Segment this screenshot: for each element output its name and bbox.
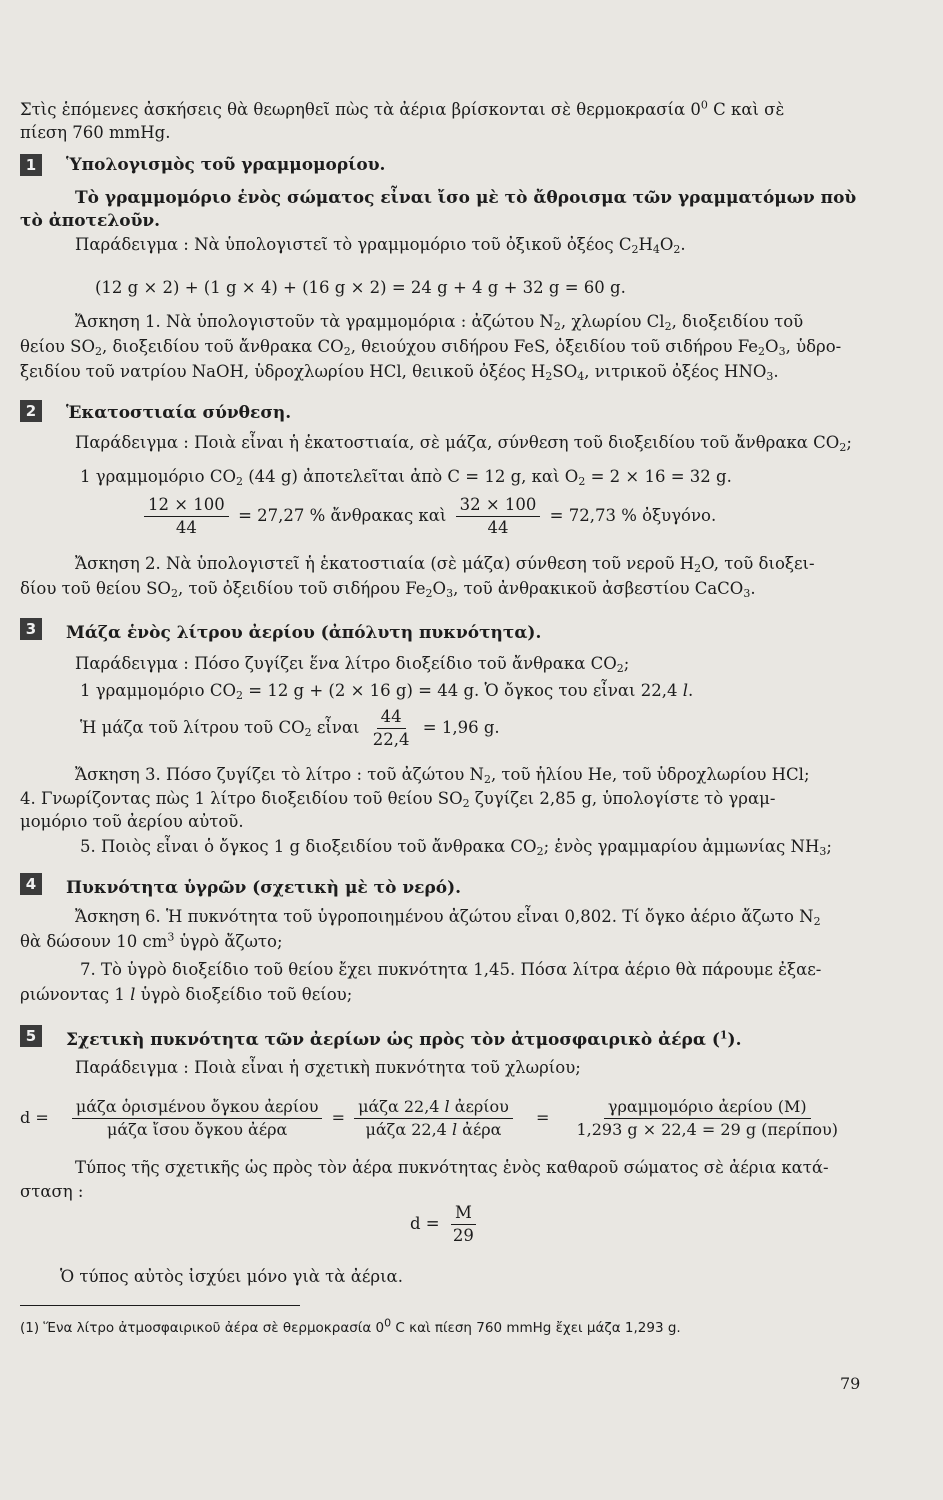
section-4-title: Πυκνότητα ὑγρῶν (σχετικὴ μὲ τὸ νερό). xyxy=(66,878,462,898)
exercise-5: 5. Ποιὸς εἶναι ὁ ὄγκος 1 g διοξειδίου τοῦ ἄνθρακα $CO_2$; ἑνὸς γραμμαρίου ἀμμωνίας $NH_3$; xyxy=(80,837,832,858)
s2-result-2: = 72,73 % ὀξυγόνο. xyxy=(549,506,717,525)
equals-sign-2: = xyxy=(535,1108,550,1127)
exercise-1-line-3: ξειδίου τοῦ νατρίου NaOH, ὑδροχλωρίου HCl, θειικοῦ ὀξέος $H_2SO_4$, νιτρικοῦ ὀξέος $HNO_3$. xyxy=(20,362,779,383)
section-5-number: 5 xyxy=(20,1025,42,1047)
section-4-number: 4 xyxy=(20,873,42,895)
fraction-m-numerator: M xyxy=(451,1203,476,1225)
page-number: 79 xyxy=(840,1374,861,1393)
fraction-definition-numerator: μάζα ὁρισμένου ὄγκου ἀερίου xyxy=(72,1097,323,1119)
fraction-definition-denominator: μάζα ἴσου ὄγκου ἀέρα xyxy=(106,1120,288,1139)
fraction-definition xyxy=(72,1097,323,1140)
s5-density-formula xyxy=(20,1097,846,1140)
section-2-number: 2 xyxy=(20,400,42,422)
d-label: d = xyxy=(20,1108,49,1127)
s2-percent-line xyxy=(140,495,716,538)
s5-simple-formula xyxy=(410,1203,482,1246)
fraction-mass-denominator: 22,4 xyxy=(372,730,410,749)
section-2-title: Ἑκατοστιαία σύνθεση. xyxy=(66,403,292,423)
s2-mole: 1 γραμμομόριο $CO_2$ (44 g) ἀποτελεῖται ἀπὸ C = 12 g, καὶ $O_2 = 2 \times 16 = 32$ g. xyxy=(80,467,732,488)
fraction-molar-volume-numerator: μάζα 22,4 l ἀερίου xyxy=(354,1097,513,1119)
exercise-4-line-2: μομόριο τοῦ ἀερίου αὐτοῦ. xyxy=(20,812,244,831)
s1-rule-line-2: τὸ ἀποτελοῦν. xyxy=(20,211,161,231)
d2-label: d = xyxy=(410,1214,440,1233)
exercise-4-line-1: 4. Γνωρίζοντας πὼς 1 λίτρο διοξειδίου τοῦ θείου $SO_2$ ζυγίζει 2,85 g, ὑπολογίστε τὸ γραμ- xyxy=(20,789,776,810)
fraction-molar-volume-denominator: μάζα 22,4 l ἀέρα xyxy=(365,1120,502,1139)
s5-type-line-1: Τύπος τῆς σχετικῆς ὡς πρὸς τὸν ἀέρα πυκνότητας ἑνὸς καθαροῦ σώματος σὲ ἀέρια κατά- xyxy=(75,1158,829,1177)
footnote: (1) Ἕνα λίτρο ἀτμοσφαιρικοῦ ἀέρα σὲ θερμοκρασία $0^0$ C καὶ πίεση 760 mmHg ἔχει μάζα 1,293 g. xyxy=(20,1316,681,1336)
s2-result-1: = 27,27 % ἄνθρακας καὶ xyxy=(238,506,447,525)
fraction-29-denominator: 29 xyxy=(452,1226,474,1245)
fraction-oxygen-denominator: 44 xyxy=(487,518,509,537)
fraction-carbon xyxy=(144,495,229,538)
section-1-number: 1 xyxy=(20,154,42,176)
fraction-carbon-numerator: 12 × 100 xyxy=(144,495,229,517)
s3-example: Παράδειγμα : Πόσο ζυγίζει ἕνα λίτρο διοξείδιο τοῦ ἄνθρακα $CO_2$; xyxy=(75,654,630,675)
s1-calculation: (12 g × 2) + (1 g × 4) + (16 g × 2) = 24 g + 4 g + 32 g = 60 g. xyxy=(95,278,626,297)
fraction-carbon-denominator: 44 xyxy=(175,518,197,537)
s5-note: Ὁ τύπος αὐτὸς ἰσχύει μόνο γιὰ τὰ ἀέρια. xyxy=(60,1267,403,1286)
fraction-molar-mass-denominator: 1,293 g × 22,4 = 29 g (περίπου) xyxy=(576,1120,839,1139)
s5-example: Παράδειγμα : Ποιὰ εἶναι ἡ σχετικὴ πυκνότητα τοῦ χλωρίου; xyxy=(75,1058,581,1077)
intro-line-2: πίεση 760 mmHg. xyxy=(20,123,171,142)
exercise-2-line-2: δίου τοῦ θείου $SO_2$, τοῦ ὀξειδίου τοῦ σιδήρου $Fe_2O_3$, τοῦ ἀνθρακικοῦ ἀσβεστίου CaCO$_3$. xyxy=(20,579,756,600)
fraction-molar-mass-numerator: γραμμομόριο ἀερίου (M) xyxy=(604,1097,811,1119)
fraction-mass-numerator: 44 xyxy=(377,707,406,729)
s3-mass-line: Ἡ μάζα τοῦ λίτρου τοῦ $CO_2$ εἶναι $\frac{44}{22,4}$ = 1,96 g. xyxy=(80,707,500,749)
fraction-m-over-29 xyxy=(449,1203,478,1246)
s5-type-line-2: σταση : xyxy=(20,1182,84,1201)
s1-example: Παράδειγμα : Νὰ ὑπολογιστεῖ τὸ γραμμομόριο τοῦ ὀξικοῦ ὀξέος $C_2H_4O_2$. xyxy=(75,235,686,256)
intro-line-1: Στὶς ἑπόμενες ἀσκήσεις θὰ θεωρηθεῖ πὼς τὰ ἀέρια βρίσκονται σὲ θερμοκρασία $0^0$ C καὶ σὲ xyxy=(20,98,785,119)
fraction-oxygen-numerator: 32 × 100 xyxy=(456,495,541,517)
exercise-1-line-2: θείου $SO_2$, διοξειδίου τοῦ ἄνθρακα $CO_2$, θειούχου σιδήρου FeS, ὀξειδίου τοῦ σιδήρου $Fe_2O_3$, ὑδρο- xyxy=(20,337,842,358)
exercise-1-line-1: Ἄσκηση 1. Νὰ ὑπολογιστοῦν τὰ γραμμομόρια : ἀζώτου $N_2$, χλωρίου $Cl_2$, διοξειδίου τοῦ xyxy=(75,312,804,333)
s1-rule-line-1: Τὸ γραμμομόριο ἑνὸς σώματος εἶναι ἴσο μὲ τὸ ἄθροισμα τῶν γραμματόμων ποὺ xyxy=(75,188,857,208)
fraction-oxygen xyxy=(456,495,541,538)
exercise-7-line-2: ριώνοντας 1 l ὑγρὸ διοξείδιο τοῦ θείου; xyxy=(20,985,353,1004)
fraction-mass xyxy=(369,707,414,750)
exercise-6-line-2: θὰ δώσουν 10 $cm^3$ ὑγρὸ ἄζωτο; xyxy=(20,930,283,951)
s2-example: Παράδειγμα : Ποιὰ εἶναι ἡ ἑκατοστιαία, σὲ μάζα, σύνθεση τοῦ διοξειδίου τοῦ ἄνθρακα $CO_2$; xyxy=(75,433,852,454)
fraction-molar-volume xyxy=(354,1097,513,1140)
s3-mass-result: = 1,96 g. xyxy=(422,718,500,737)
exercise-7-line-1: 7. Τὸ ὑγρὸ διοξείδιο τοῦ θείου ἔχει πυκνότητα 1,45. Πόσα λίτρα ἀέριο θὰ πάρουμε ἐξαε- xyxy=(80,960,822,979)
section-5-title: Σχετικὴ πυκνότητα τῶν ἀερίων ὡς πρὸς τὸν ἀτμοσφαιρικὸ ἀέρα ($^1$). xyxy=(66,1028,742,1050)
s3-mole: 1 γραμμομόριο $CO_2 = 12$ g + (2 × 16 g) = 44 g. Ὁ ὄγκος του εἶναι 22,4 l. xyxy=(80,681,694,702)
section-3-title: Μάζα ἑνὸς λίτρου ἀερίου (ἀπόλυτη πυκνότητα). xyxy=(66,623,542,643)
exercise-3: Ἄσκηση 3. Πόσο ζυγίζει τὸ λίτρο : τοῦ ἀζώτου $N_2$, τοῦ ἡλίου He, τοῦ ὑδροχλωρίου HCl; xyxy=(75,765,810,786)
footnote-rule xyxy=(20,1305,300,1306)
exercise-2-line-1: Ἄσκηση 2. Νὰ ὑπολογιστεῖ ἡ ἑκατοστιαία (σὲ μάζα) σύνθεση τοῦ νεροῦ $H_2O$, τοῦ διοξει- xyxy=(75,554,815,575)
section-3-number: 3 xyxy=(20,618,42,640)
exercise-6-line-1: Ἄσκηση 6. Ἡ πυκνότητα τοῦ ὑγροποιημένου ἀζώτου εἶναι 0,802. Τί ὄγκο ἀέριο ἄζωτο $N_2$ xyxy=(75,907,821,928)
equals-sign-1: = xyxy=(331,1108,345,1127)
fraction-molar-mass xyxy=(572,1097,842,1140)
section-1-title: Ὑπολογισμὸς τοῦ γραμμομορίου. xyxy=(66,155,386,175)
